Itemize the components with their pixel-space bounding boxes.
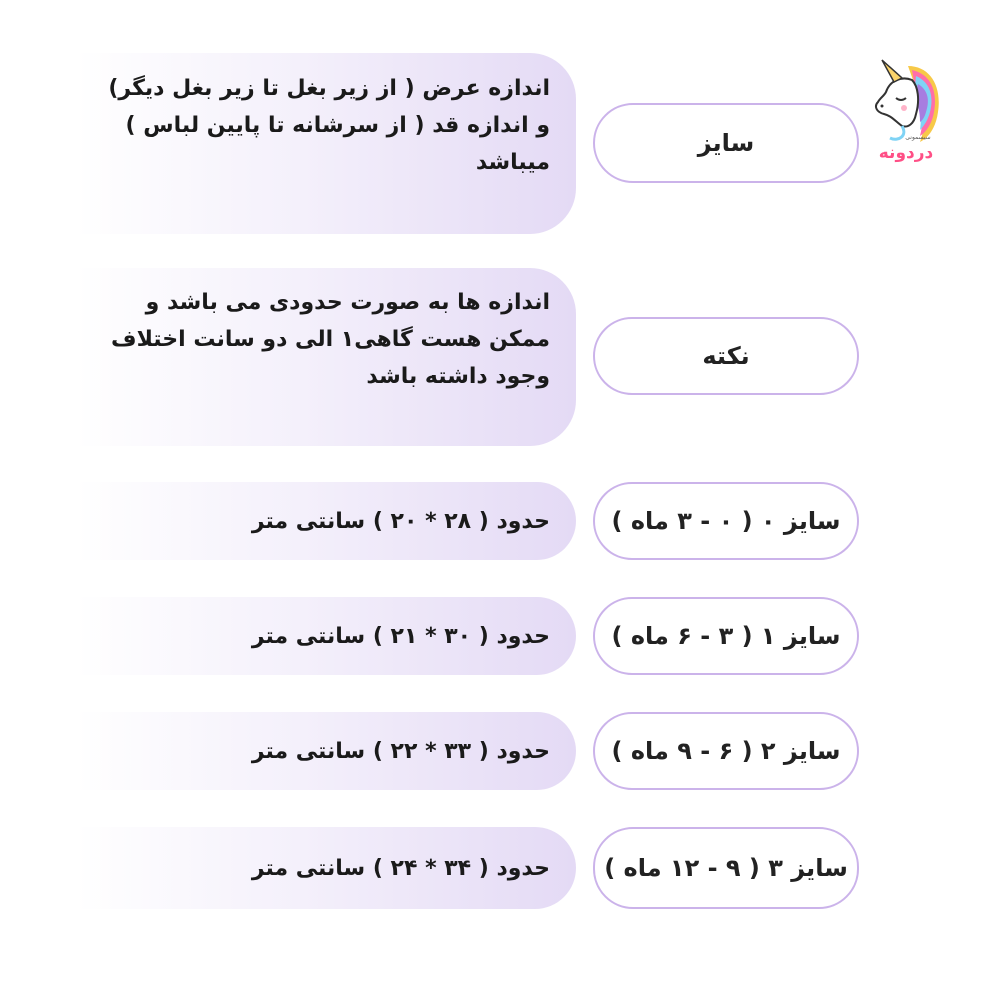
logo-subtext: سیسمونی xyxy=(905,134,931,141)
note-label-pill: نکته xyxy=(593,317,859,395)
unicorn-icon xyxy=(868,56,944,168)
description-line: ممکن هست گاهی۱ الی دو سانت اختلاف xyxy=(111,327,550,352)
size-1-label-pill: سایز ۱ ( ۳ - ۶ ماه ) xyxy=(593,597,859,675)
description-box xyxy=(76,712,576,790)
description-line: و اندازه قد ( از سرشانه تا پایین لباس ) xyxy=(125,113,550,138)
size-label-pill: سایز xyxy=(593,103,859,183)
description-box xyxy=(76,482,576,560)
size-2-label-pill: سایز ۲ ( ۶ - ۹ ماه ) xyxy=(593,712,859,790)
description-line: حدود ( ۳۴ * ۲۴ ) سانتی متر xyxy=(251,855,550,881)
description-line: حدود ( ۲۸ * ۲۰ ) سانتی متر xyxy=(251,508,550,534)
description-line: اندازه عرض ( از زیر بغل تا زیر بغل دیگر) xyxy=(108,76,550,101)
description-line: اندازه ها به صورت حدودی می باشد و xyxy=(145,290,550,315)
description-box xyxy=(76,827,576,909)
logo-text: دردونه xyxy=(878,143,934,163)
size-3-label-pill: سایز ۳ ( ۹ - ۱۲ ماه ) xyxy=(593,827,859,909)
description-line: حدود ( ۳۳ * ۲۲ ) سانتی متر xyxy=(251,738,550,764)
description-box xyxy=(76,597,576,675)
size-0-label-pill: سایز ۰ ( ۰ - ۳ ماه ) xyxy=(593,482,859,560)
description-box xyxy=(76,53,576,234)
description-box xyxy=(76,268,576,446)
description-line: حدود ( ۳۰ * ۲۱ ) سانتی متر xyxy=(251,623,550,649)
brand-logo xyxy=(868,56,944,168)
description-line: میباشد xyxy=(475,150,550,175)
description-line: وجود داشته باشد xyxy=(366,364,550,389)
